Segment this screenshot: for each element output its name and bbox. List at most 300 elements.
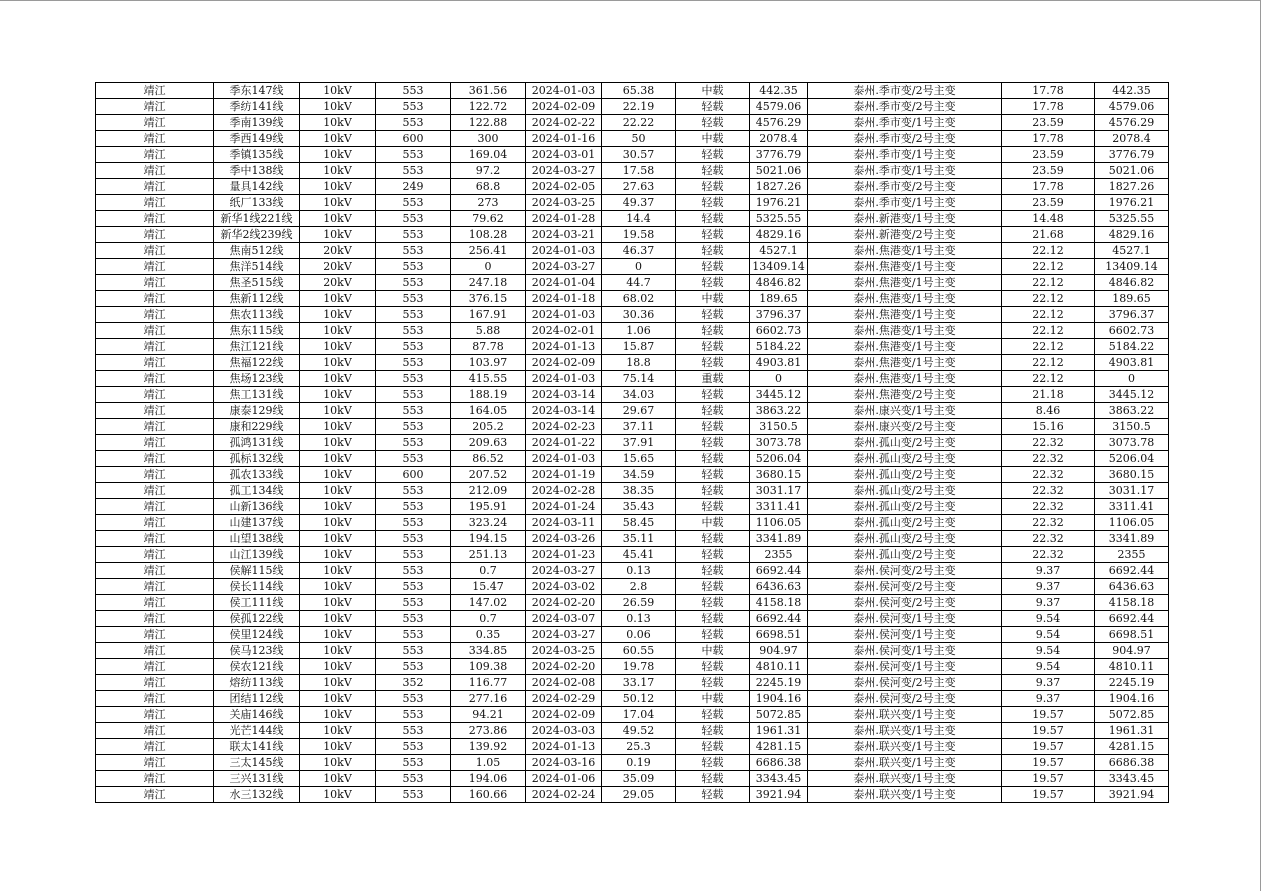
rated-capacity-cell: 553 xyxy=(376,339,451,355)
voltage-cell: 10kV xyxy=(300,611,376,627)
county-cell: 靖江 xyxy=(96,291,214,307)
date-cell: 2024-02-05 xyxy=(526,179,602,195)
load-rate-cell: 34.59 xyxy=(602,467,676,483)
feeder-name-cell: 孤标132线 xyxy=(214,451,300,467)
available-capacity-cell: 3680.15 xyxy=(1095,467,1169,483)
feeder-name-cell: 侯马123线 xyxy=(214,643,300,659)
spare-capacity-cell: 3150.5 xyxy=(750,419,808,435)
spare-capacity-cell: 4158.18 xyxy=(750,595,808,611)
available-capacity-cell: 3343.45 xyxy=(1095,771,1169,787)
available-capacity-cell: 442.35 xyxy=(1095,83,1169,99)
load-status-cell: 轻载 xyxy=(676,467,750,483)
rated-capacity-cell: 553 xyxy=(376,483,451,499)
county-cell: 靖江 xyxy=(96,451,214,467)
substation-transformer-cell: 泰州.焦港变/2号主变 xyxy=(808,387,1002,403)
substation-transformer-cell: 泰州.季市变/1号主变 xyxy=(808,195,1002,211)
county-cell: 靖江 xyxy=(96,595,214,611)
transformer-rate-cell: 14.48 xyxy=(1002,211,1095,227)
transformer-rate-cell: 9.54 xyxy=(1002,643,1095,659)
county-cell: 靖江 xyxy=(96,371,214,387)
feeder-name-cell: 焦圣515线 xyxy=(214,275,300,291)
voltage-cell: 10kV xyxy=(300,483,376,499)
available-capacity-cell: 5184.22 xyxy=(1095,339,1169,355)
county-cell: 靖江 xyxy=(96,147,214,163)
table-row xyxy=(96,707,1169,723)
county-cell: 靖江 xyxy=(96,339,214,355)
transformer-rate-cell: 17.78 xyxy=(1002,179,1095,195)
transformer-rate-cell: 9.37 xyxy=(1002,595,1095,611)
load-cell: 194.15 xyxy=(451,531,526,547)
table-row xyxy=(96,403,1169,419)
transformer-rate-cell: 9.37 xyxy=(1002,675,1095,691)
load-cell: 139.92 xyxy=(451,739,526,755)
load-status-cell: 轻载 xyxy=(676,179,750,195)
voltage-cell: 10kV xyxy=(300,323,376,339)
feeder-name-cell: 侯农121线 xyxy=(214,659,300,675)
available-capacity-cell: 1827.26 xyxy=(1095,179,1169,195)
load-status-cell: 中载 xyxy=(676,291,750,307)
rated-capacity-cell: 553 xyxy=(376,259,451,275)
date-cell: 2024-03-03 xyxy=(526,723,602,739)
voltage-cell: 10kV xyxy=(300,307,376,323)
load-rate-cell: 50.12 xyxy=(602,691,676,707)
substation-transformer-cell: 泰州.侯河变/1号主变 xyxy=(808,659,1002,675)
available-capacity-cell: 4527.1 xyxy=(1095,243,1169,259)
rated-capacity-cell: 553 xyxy=(376,291,451,307)
available-capacity-cell: 13409.14 xyxy=(1095,259,1169,275)
feeder-name-cell: 量具142线 xyxy=(214,179,300,195)
feeder-name-cell: 熔纺113线 xyxy=(214,675,300,691)
substation-transformer-cell: 泰州.季市变/1号主变 xyxy=(808,115,1002,131)
spare-capacity-cell: 6436.63 xyxy=(750,579,808,595)
load-cell: 300 xyxy=(451,131,526,147)
available-capacity-cell: 6698.51 xyxy=(1095,627,1169,643)
load-status-cell: 轻载 xyxy=(676,275,750,291)
spare-capacity-cell: 4576.29 xyxy=(750,115,808,131)
rated-capacity-cell: 553 xyxy=(376,99,451,115)
feeder-name-cell: 侯孤122线 xyxy=(214,611,300,627)
spare-capacity-cell: 5021.06 xyxy=(750,163,808,179)
feeder-name-cell: 焦福122线 xyxy=(214,355,300,371)
load-cell: 334.85 xyxy=(451,643,526,659)
load-cell: 160.66 xyxy=(451,787,526,803)
available-capacity-cell: 4810.11 xyxy=(1095,659,1169,675)
feeder-name-cell: 季镇135线 xyxy=(214,147,300,163)
load-rate-cell: 50 xyxy=(602,131,676,147)
county-cell: 靖江 xyxy=(96,547,214,563)
load-status-cell: 轻载 xyxy=(676,403,750,419)
date-cell: 2024-03-27 xyxy=(526,259,602,275)
substation-transformer-cell: 泰州.孤山变/2号主变 xyxy=(808,451,1002,467)
spare-capacity-cell: 2078.4 xyxy=(750,131,808,147)
load-rate-cell: 27.63 xyxy=(602,179,676,195)
voltage-cell: 10kV xyxy=(300,691,376,707)
available-capacity-cell: 3073.78 xyxy=(1095,435,1169,451)
load-rate-cell: 0.13 xyxy=(602,563,676,579)
load-status-cell: 轻载 xyxy=(676,387,750,403)
county-cell: 靖江 xyxy=(96,467,214,483)
feeder-name-cell: 季纺141线 xyxy=(214,99,300,115)
substation-transformer-cell: 泰州.侯河变/2号主变 xyxy=(808,691,1002,707)
available-capacity-cell: 3150.5 xyxy=(1095,419,1169,435)
load-status-cell: 轻载 xyxy=(676,723,750,739)
date-cell: 2024-01-18 xyxy=(526,291,602,307)
load-status-cell: 轻载 xyxy=(676,675,750,691)
date-cell: 2024-03-25 xyxy=(526,195,602,211)
table-row xyxy=(96,147,1169,163)
table-row xyxy=(96,291,1169,307)
spare-capacity-cell: 6692.44 xyxy=(750,563,808,579)
load-cell: 97.2 xyxy=(451,163,526,179)
rated-capacity-cell: 553 xyxy=(376,147,451,163)
substation-transformer-cell: 泰州.焦港变/1号主变 xyxy=(808,355,1002,371)
rated-capacity-cell: 553 xyxy=(376,435,451,451)
substation-transformer-cell: 泰州.孤山变/2号主变 xyxy=(808,467,1002,483)
date-cell: 2024-01-04 xyxy=(526,275,602,291)
spare-capacity-cell: 3921.94 xyxy=(750,787,808,803)
table-row xyxy=(96,179,1169,195)
transformer-rate-cell: 9.54 xyxy=(1002,659,1095,675)
county-cell: 靖江 xyxy=(96,179,214,195)
county-cell: 靖江 xyxy=(96,99,214,115)
transformer-rate-cell: 8.46 xyxy=(1002,403,1095,419)
transformer-rate-cell: 19.57 xyxy=(1002,771,1095,787)
load-rate-cell: 38.35 xyxy=(602,483,676,499)
transformer-rate-cell: 22.32 xyxy=(1002,547,1095,563)
rated-capacity-cell: 352 xyxy=(376,675,451,691)
rated-capacity-cell: 553 xyxy=(376,643,451,659)
county-cell: 靖江 xyxy=(96,419,214,435)
voltage-cell: 10kV xyxy=(300,627,376,643)
spare-capacity-cell: 4846.82 xyxy=(750,275,808,291)
load-status-cell: 轻载 xyxy=(676,579,750,595)
spare-capacity-cell: 5325.55 xyxy=(750,211,808,227)
rated-capacity-cell: 553 xyxy=(376,755,451,771)
load-rate-cell: 0.19 xyxy=(602,755,676,771)
county-cell: 靖江 xyxy=(96,275,214,291)
date-cell: 2024-01-13 xyxy=(526,739,602,755)
date-cell: 2024-03-16 xyxy=(526,755,602,771)
table-body xyxy=(96,83,1169,803)
date-cell: 2024-02-20 xyxy=(526,595,602,611)
table-row xyxy=(96,435,1169,451)
voltage-cell: 10kV xyxy=(300,403,376,419)
load-status-cell: 轻载 xyxy=(676,147,750,163)
date-cell: 2024-03-27 xyxy=(526,163,602,179)
voltage-cell: 10kV xyxy=(300,771,376,787)
transformer-rate-cell: 22.12 xyxy=(1002,243,1095,259)
spare-capacity-cell: 904.97 xyxy=(750,643,808,659)
county-cell: 靖江 xyxy=(96,83,214,99)
date-cell: 2024-02-09 xyxy=(526,707,602,723)
feeder-name-cell: 光芒144线 xyxy=(214,723,300,739)
county-cell: 靖江 xyxy=(96,259,214,275)
substation-transformer-cell: 泰州.焦港变/1号主变 xyxy=(808,339,1002,355)
transformer-rate-cell: 22.12 xyxy=(1002,291,1095,307)
table-row xyxy=(96,339,1169,355)
load-rate-cell: 29.05 xyxy=(602,787,676,803)
load-cell: 273.86 xyxy=(451,723,526,739)
load-rate-cell: 17.58 xyxy=(602,163,676,179)
load-cell: 194.06 xyxy=(451,771,526,787)
load-rate-cell: 0.13 xyxy=(602,611,676,627)
date-cell: 2024-01-16 xyxy=(526,131,602,147)
table-row xyxy=(96,579,1169,595)
substation-transformer-cell: 泰州.康兴变/1号主变 xyxy=(808,403,1002,419)
feeder-name-cell: 焦南512线 xyxy=(214,243,300,259)
spare-capacity-cell: 3445.12 xyxy=(750,387,808,403)
county-cell: 靖江 xyxy=(96,131,214,147)
load-rate-cell: 60.55 xyxy=(602,643,676,659)
county-cell: 靖江 xyxy=(96,211,214,227)
transformer-rate-cell: 22.12 xyxy=(1002,339,1095,355)
voltage-cell: 10kV xyxy=(300,179,376,195)
load-rate-cell: 35.43 xyxy=(602,499,676,515)
table-row xyxy=(96,627,1169,643)
load-rate-cell: 0.06 xyxy=(602,627,676,643)
substation-transformer-cell: 泰州.季市变/1号主变 xyxy=(808,147,1002,163)
substation-transformer-cell: 泰州.季市变/2号主变 xyxy=(808,131,1002,147)
available-capacity-cell: 3341.89 xyxy=(1095,531,1169,547)
load-status-cell: 中载 xyxy=(676,643,750,659)
rated-capacity-cell: 553 xyxy=(376,499,451,515)
feeder-name-cell: 季中138线 xyxy=(214,163,300,179)
available-capacity-cell: 5206.04 xyxy=(1095,451,1169,467)
feeder-name-cell: 孤工134线 xyxy=(214,483,300,499)
feeder-name-cell: 焦洋514线 xyxy=(214,259,300,275)
table-row xyxy=(96,659,1169,675)
table-row xyxy=(96,275,1169,291)
date-cell: 2024-01-28 xyxy=(526,211,602,227)
feeder-name-cell: 新华1线221线 xyxy=(214,211,300,227)
date-cell: 2024-01-03 xyxy=(526,307,602,323)
rated-capacity-cell: 553 xyxy=(376,691,451,707)
spare-capacity-cell: 6602.73 xyxy=(750,323,808,339)
load-status-cell: 轻载 xyxy=(676,243,750,259)
load-rate-cell: 30.57 xyxy=(602,147,676,163)
load-rate-cell: 35.11 xyxy=(602,531,676,547)
transformer-rate-cell: 22.12 xyxy=(1002,259,1095,275)
voltage-cell: 10kV xyxy=(300,787,376,803)
load-status-cell: 中载 xyxy=(676,83,750,99)
voltage-cell: 10kV xyxy=(300,147,376,163)
rated-capacity-cell: 553 xyxy=(376,371,451,387)
load-rate-cell: 49.52 xyxy=(602,723,676,739)
transformer-rate-cell: 9.54 xyxy=(1002,627,1095,643)
county-cell: 靖江 xyxy=(96,115,214,131)
rated-capacity-cell: 553 xyxy=(376,387,451,403)
load-cell: 86.52 xyxy=(451,451,526,467)
load-rate-cell: 22.22 xyxy=(602,115,676,131)
substation-transformer-cell: 泰州.侯河变/1号主变 xyxy=(808,643,1002,659)
spare-capacity-cell: 13409.14 xyxy=(750,259,808,275)
county-cell: 靖江 xyxy=(96,579,214,595)
transformer-rate-cell: 22.12 xyxy=(1002,371,1095,387)
county-cell: 靖江 xyxy=(96,227,214,243)
voltage-cell: 10kV xyxy=(300,707,376,723)
load-rate-cell: 46.37 xyxy=(602,243,676,259)
date-cell: 2024-01-19 xyxy=(526,467,602,483)
feeder-name-cell: 焦东115线 xyxy=(214,323,300,339)
date-cell: 2024-01-24 xyxy=(526,499,602,515)
county-cell: 靖江 xyxy=(96,531,214,547)
transformer-rate-cell: 22.32 xyxy=(1002,499,1095,515)
spare-capacity-cell: 189.65 xyxy=(750,291,808,307)
rated-capacity-cell: 600 xyxy=(376,131,451,147)
voltage-cell: 10kV xyxy=(300,83,376,99)
load-cell: 277.16 xyxy=(451,691,526,707)
available-capacity-cell: 4281.15 xyxy=(1095,739,1169,755)
load-cell: 169.04 xyxy=(451,147,526,163)
available-capacity-cell: 2245.19 xyxy=(1095,675,1169,691)
load-status-cell: 轻载 xyxy=(676,211,750,227)
feeder-name-cell: 康泰129线 xyxy=(214,403,300,419)
table-row xyxy=(96,115,1169,131)
date-cell: 2024-03-27 xyxy=(526,563,602,579)
date-cell: 2024-03-07 xyxy=(526,611,602,627)
load-rate-cell: 0 xyxy=(602,259,676,275)
county-cell: 靖江 xyxy=(96,499,214,515)
load-status-cell: 轻载 xyxy=(676,435,750,451)
rated-capacity-cell: 553 xyxy=(376,355,451,371)
transformer-rate-cell: 17.78 xyxy=(1002,131,1095,147)
available-capacity-cell: 3031.17 xyxy=(1095,483,1169,499)
transformer-rate-cell: 9.37 xyxy=(1002,563,1095,579)
load-rate-cell: 22.19 xyxy=(602,99,676,115)
load-rate-cell: 49.37 xyxy=(602,195,676,211)
rated-capacity-cell: 553 xyxy=(376,403,451,419)
rated-capacity-cell: 553 xyxy=(376,323,451,339)
load-rate-cell: 19.78 xyxy=(602,659,676,675)
voltage-cell: 10kV xyxy=(300,211,376,227)
available-capacity-cell: 6436.63 xyxy=(1095,579,1169,595)
county-cell: 靖江 xyxy=(96,675,214,691)
table-row xyxy=(96,259,1169,275)
transformer-rate-cell: 22.32 xyxy=(1002,451,1095,467)
voltage-cell: 10kV xyxy=(300,355,376,371)
load-status-cell: 轻载 xyxy=(676,227,750,243)
date-cell: 2024-01-22 xyxy=(526,435,602,451)
available-capacity-cell: 4158.18 xyxy=(1095,595,1169,611)
feeder-name-cell: 季西149线 xyxy=(214,131,300,147)
rated-capacity-cell: 553 xyxy=(376,627,451,643)
table-row xyxy=(96,739,1169,755)
substation-transformer-cell: 泰州.焦港变/1号主变 xyxy=(808,291,1002,307)
load-rate-cell: 75.14 xyxy=(602,371,676,387)
spare-capacity-cell: 6692.44 xyxy=(750,611,808,627)
table-row xyxy=(96,467,1169,483)
table-row xyxy=(96,243,1169,259)
feeder-name-cell: 山新136线 xyxy=(214,499,300,515)
load-status-cell: 轻载 xyxy=(676,547,750,563)
spare-capacity-cell: 3863.22 xyxy=(750,403,808,419)
transformer-rate-cell: 9.37 xyxy=(1002,691,1095,707)
spare-capacity-cell: 3343.45 xyxy=(750,771,808,787)
spare-capacity-cell: 4281.15 xyxy=(750,739,808,755)
substation-transformer-cell: 泰州.焦港变/1号主变 xyxy=(808,259,1002,275)
rated-capacity-cell: 553 xyxy=(376,307,451,323)
load-cell: 209.63 xyxy=(451,435,526,451)
table-row xyxy=(96,451,1169,467)
voltage-cell: 10kV xyxy=(300,739,376,755)
voltage-cell: 10kV xyxy=(300,531,376,547)
table-row xyxy=(96,99,1169,115)
rated-capacity-cell: 553 xyxy=(376,547,451,563)
voltage-cell: 20kV xyxy=(300,275,376,291)
substation-transformer-cell: 泰州.侯河变/2号主变 xyxy=(808,563,1002,579)
spare-capacity-cell: 6698.51 xyxy=(750,627,808,643)
voltage-cell: 10kV xyxy=(300,291,376,307)
available-capacity-cell: 904.97 xyxy=(1095,643,1169,659)
load-cell: 361.56 xyxy=(451,83,526,99)
date-cell: 2024-03-27 xyxy=(526,627,602,643)
date-cell: 2024-03-14 xyxy=(526,403,602,419)
voltage-cell: 10kV xyxy=(300,595,376,611)
table-row xyxy=(96,83,1169,99)
table-row xyxy=(96,595,1169,611)
table-row xyxy=(96,355,1169,371)
rated-capacity-cell: 553 xyxy=(376,163,451,179)
available-capacity-cell: 6686.38 xyxy=(1095,755,1169,771)
substation-transformer-cell: 泰州.康兴变/2号主变 xyxy=(808,419,1002,435)
load-cell: 122.72 xyxy=(451,99,526,115)
rated-capacity-cell: 553 xyxy=(376,83,451,99)
load-status-cell: 中载 xyxy=(676,131,750,147)
load-rate-cell: 18.8 xyxy=(602,355,676,371)
available-capacity-cell: 3796.37 xyxy=(1095,307,1169,323)
substation-transformer-cell: 泰州.孤山变/2号主变 xyxy=(808,547,1002,563)
rated-capacity-cell: 553 xyxy=(376,451,451,467)
date-cell: 2024-02-28 xyxy=(526,483,602,499)
table-row xyxy=(96,163,1169,179)
transformer-rate-cell: 15.16 xyxy=(1002,419,1095,435)
substation-transformer-cell: 泰州.侯河变/2号主变 xyxy=(808,595,1002,611)
load-status-cell: 轻载 xyxy=(676,259,750,275)
available-capacity-cell: 3776.79 xyxy=(1095,147,1169,163)
load-status-cell: 轻载 xyxy=(676,611,750,627)
available-capacity-cell: 1976.21 xyxy=(1095,195,1169,211)
available-capacity-cell: 4829.16 xyxy=(1095,227,1169,243)
substation-transformer-cell: 泰州.联兴变/1号主变 xyxy=(808,787,1002,803)
load-status-cell: 轻载 xyxy=(676,115,750,131)
voltage-cell: 10kV xyxy=(300,131,376,147)
date-cell: 2024-01-13 xyxy=(526,339,602,355)
substation-transformer-cell: 泰州.联兴变/1号主变 xyxy=(808,723,1002,739)
load-status-cell: 轻载 xyxy=(676,355,750,371)
available-capacity-cell: 3445.12 xyxy=(1095,387,1169,403)
load-cell: 323.24 xyxy=(451,515,526,531)
spare-capacity-cell: 2355 xyxy=(750,547,808,563)
spare-capacity-cell: 3311.41 xyxy=(750,499,808,515)
spare-capacity-cell: 4527.1 xyxy=(750,243,808,259)
rated-capacity-cell: 553 xyxy=(376,771,451,787)
load-rate-cell: 34.03 xyxy=(602,387,676,403)
load-cell: 205.2 xyxy=(451,419,526,435)
available-capacity-cell: 2355 xyxy=(1095,547,1169,563)
feeder-name-cell: 季南139线 xyxy=(214,115,300,131)
county-cell: 靖江 xyxy=(96,707,214,723)
substation-transformer-cell: 泰州.孤山变/2号主变 xyxy=(808,483,1002,499)
substation-transformer-cell: 泰州.联兴变/1号主变 xyxy=(808,771,1002,787)
load-cell: 164.05 xyxy=(451,403,526,419)
table-row xyxy=(96,387,1169,403)
transformer-rate-cell: 19.57 xyxy=(1002,707,1095,723)
rated-capacity-cell: 553 xyxy=(376,739,451,755)
substation-transformer-cell: 泰州.季市变/2号主变 xyxy=(808,83,1002,99)
feeder-name-cell: 侯解115线 xyxy=(214,563,300,579)
substation-transformer-cell: 泰州.侯河变/1号主变 xyxy=(808,627,1002,643)
load-rate-cell: 14.4 xyxy=(602,211,676,227)
